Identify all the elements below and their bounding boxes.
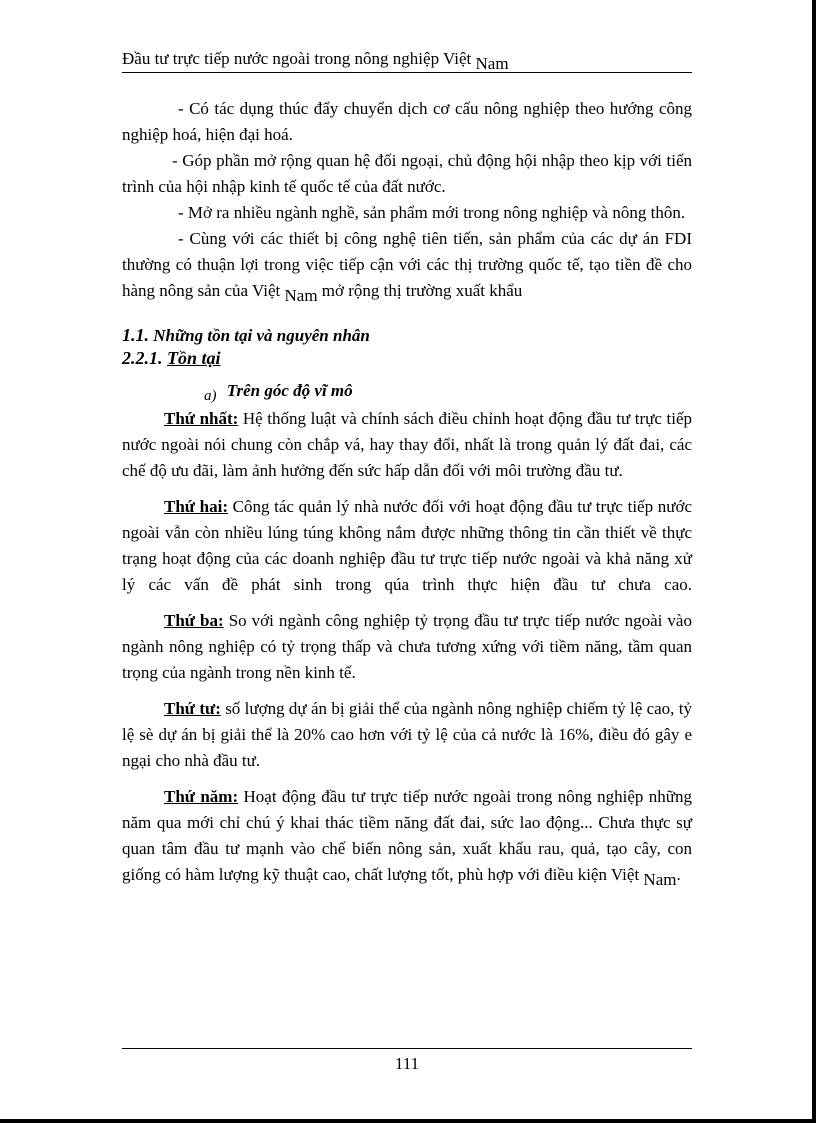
bullet-3: - Mở ra nhiều ngành nghề, sản phẩm mới trong nông nghiệp và nông thôn.	[178, 203, 686, 222]
section-number: 1.1.	[122, 325, 149, 345]
header-title: Đầu tư trực tiếp nước ngoài trong nông nghiệp Việt	[122, 49, 472, 68]
subsubsection-heading	[122, 379, 692, 404]
subsubsection-label: a)	[204, 388, 217, 404]
bullet-2: - Góp phần mở rộng quan hệ đối ngoại, chủ động hội nhập theo kịp với tiến trình của hội nhập kinh tế quốc tế của đất nước.	[122, 151, 692, 196]
paragraph-tail: .	[676, 865, 681, 884]
document-body	[122, 96, 692, 888]
subsection-title: Tồn tại	[167, 348, 221, 368]
paragraph-lead: Thứ hai:	[164, 497, 228, 516]
paragraph-3	[122, 608, 692, 686]
paragraph-4	[122, 696, 692, 774]
paragraph-lead: Thứ ba:	[164, 611, 224, 630]
bullet-4-text: - Cùng với các thiết bị công nghệ tiên tiến, sản phẩm của các dự án FDI thường có thuận lợi trong việc tiếp cận với các thị trường quốc tế, tạo tiền đề cho hàng nông sản của Việt	[122, 229, 692, 300]
bullet-1: - Có tác dụng thúc đẩy chuyển dịch cơ cấu nông nghiệp theo hướng công nghiệp hoá, hiện đại hoá.	[122, 99, 692, 144]
paragraph-text: Công tác quản lý nhà nước đối với hoạt động đầu tư trực tiếp nước ngoài vẫn còn nhiều lúng túng không nắm được những thông tin cần thiết về thực trạng hoạt động của các doanh nghiệp đầu tư trực tiếp nước ngoài và khả năng xử lý các vấn đề phát sinh trong qúa trình thực hiện đầu tư chưa cao.	[122, 497, 692, 594]
footer-rule	[122, 1048, 692, 1049]
section-heading	[122, 324, 692, 347]
paragraph-2	[122, 494, 692, 598]
subsection-number: 2.2.1.	[122, 348, 163, 368]
paragraph-lead: Thứ tư:	[164, 699, 221, 718]
subsubsection-title: Trên góc độ vĩ mô	[226, 381, 353, 400]
paragraph-text: So với ngành công nghiệp tỷ trọng đầu tư trực tiếp nước ngoài vào ngành nông nghiệp có tỷ trọng thấp và chưa tương xứng với tiềm năng, tầm quan trọng của ngành trong nền kinh tế.	[122, 611, 692, 682]
paragraph-1	[122, 406, 692, 484]
header-title-tail: Nam	[475, 54, 509, 73]
paragraph-text: số lượng dự án bị giải thể của ngành nông nghiệp chiếm tỷ lệ cao, tỷ lệ sè dự án bị giải thể là 20% cao hơn với tỷ lệ của cả nước là 16%, điều đó gây e ngại cho nhà đầu tư.	[122, 699, 692, 770]
paragraph-text: Hệ thống luật và chính sách điều chỉnh hoạt động đầu tư trực tiếp nước ngoài nói chung còn chắp vá, hay thay đổi, nhất là trong quản lý đất đai, các chế độ ưu đãi, làm ảnh hưởng đến sức hấp dẫn đối với môi trường đầu tư.	[122, 409, 692, 480]
paragraph-5	[122, 784, 692, 888]
bullet-4	[122, 226, 692, 304]
bullet-4-nam: Nam	[284, 286, 318, 305]
section-title: Những tồn tại và nguyên nhân	[153, 326, 370, 345]
paragraph-lead: Thứ nhất:	[164, 409, 239, 428]
page-number: 111	[394, 1054, 420, 1073]
bullet-4-tail: mở rộng thị trường xuất khẩu	[317, 281, 523, 300]
running-header	[122, 49, 692, 73]
subsection-heading	[122, 347, 692, 369]
paragraph-text: Hoạt động đầu tư trực tiếp nước ngoài trong nông nghiệp những năm qua mới chỉ chú ý khai thác tiềm năng đất đai, sức lao động... Chưa thực sự quan tâm đầu tư mạnh vào chế biến nông sản, xuất khẩu rau, quả, tạo cây, con giống có hàm lượng kỹ thuật cao, chất lượng tốt, phù hợp với điều kiện Việt	[122, 787, 692, 884]
paragraph-lead: Thứ năm:	[164, 787, 239, 806]
paragraph-nam: Nam	[643, 870, 677, 889]
